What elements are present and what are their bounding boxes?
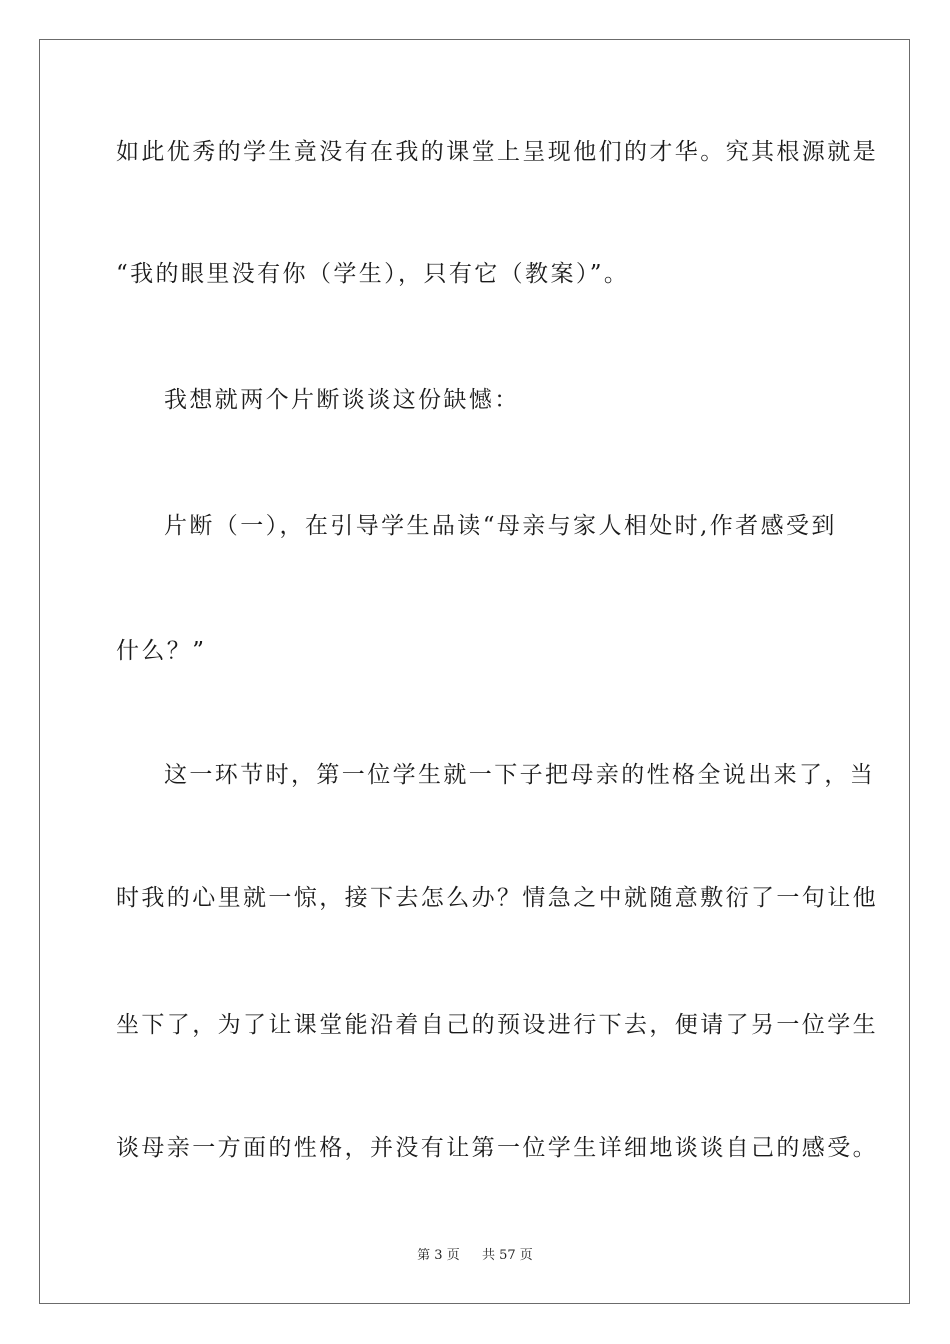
text-line-4: 片断（一），在引导学生品读“母亲与家人相处时,作者感受到 [164, 513, 837, 539]
text-line-3: 我想就两个片断谈谈这份缺憾： [164, 387, 520, 413]
page-frame [39, 39, 910, 1304]
text-line-5: 什么？” [116, 638, 207, 664]
page-total: 共 57 页 [482, 1248, 533, 1263]
text-line-1: 如此优秀的学生竟没有在我的课堂上呈现他们的才华。究其根源就是 [116, 139, 878, 165]
page-number: 第 3 页 [417, 1248, 460, 1263]
text-line-8: 坐下了，为了让课堂能沿着自己的预设进行下去，便请了另一位学生 [116, 1012, 878, 1038]
text-line-6: 这一环节时，第一位学生就一下子把母亲的性格全说出来了，当 [164, 762, 876, 788]
text-line-2: “我的眼里没有你（学生），只有它（教案）”。 [116, 261, 630, 287]
text-line-9: 谈母亲一方面的性格，并没有让第一位学生详细地谈谈自己的感受。 [116, 1135, 878, 1161]
page-footer [0, 1247, 950, 1265]
text-line-7: 时我的心里就一惊，接下去怎么办？情急之中就随意敷衍了一句让他 [116, 885, 878, 911]
